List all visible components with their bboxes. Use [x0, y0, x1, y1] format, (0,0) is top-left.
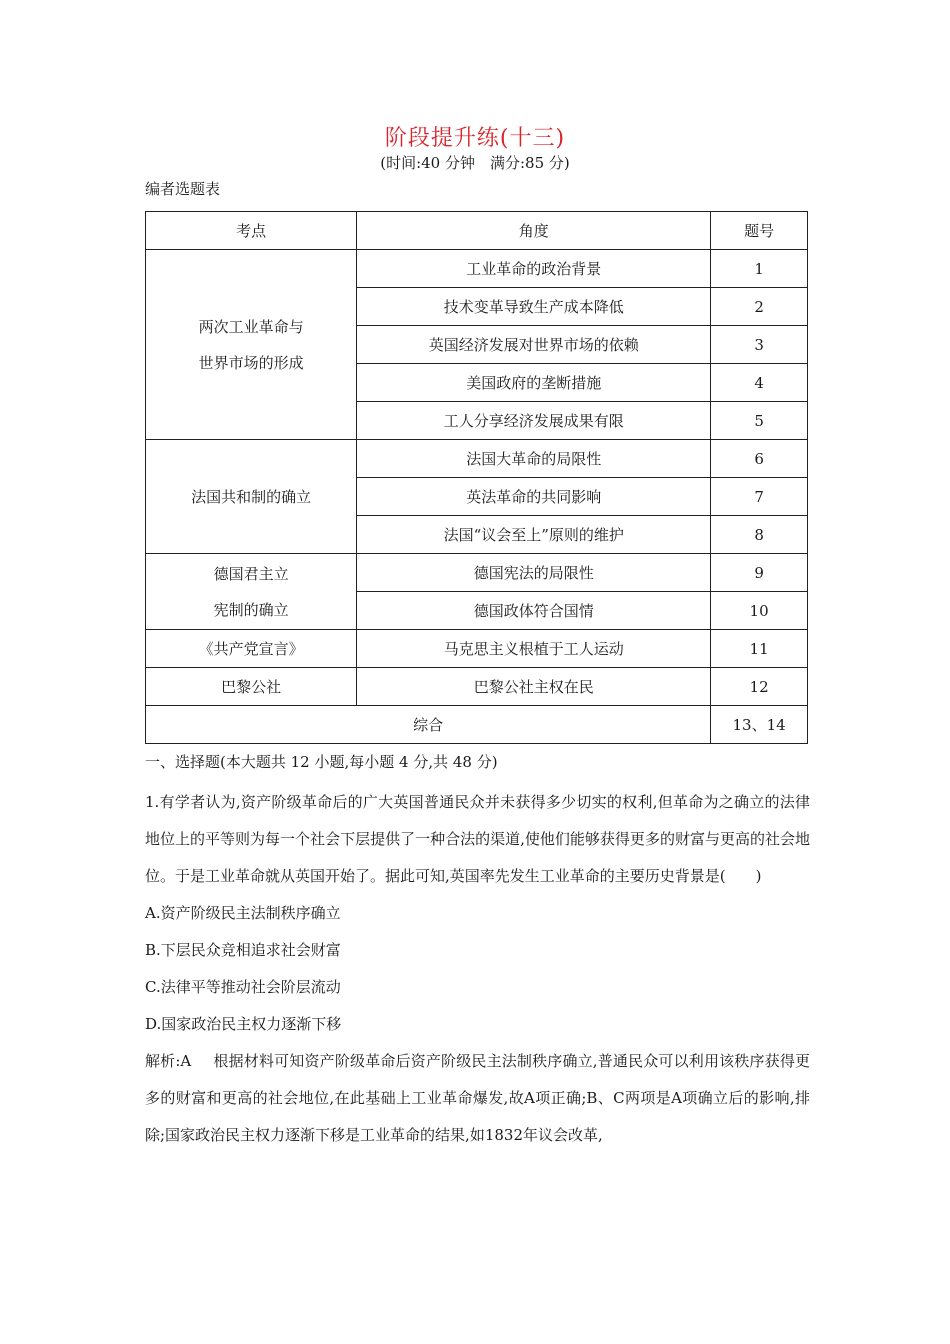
number-cell: 1 [711, 250, 808, 288]
option-a: A.资产阶级民主法制秩序确立 [145, 904, 341, 922]
header-number: 题号 [711, 212, 808, 250]
topic-text: 两次工业革命与 [198, 317, 304, 336]
topic-text: 宪制的确立 [213, 600, 289, 619]
angle-cell: 工人分享经济发展成果有限 [357, 402, 711, 440]
angle-cell: 技术变革导致生产成本降低 [357, 288, 711, 326]
topic-cell [146, 250, 357, 440]
question-stem: 1.有学者认为,资产阶级革命后的广大英国普通民众并未获得多少切实的权利,但革命为之确立的法律地位上的平等则为每一个社会下层提供了一种合法的渠道,使他们能够获得更多的财富与更高的社会地位。于是工业革命就从英国开始了。据此可知,英国率先发生工业革命的主要历史背景是( ) [145, 793, 810, 885]
analysis-text: 根据材料可知资产阶级革命后资产阶级民主法制秩序确立,普通民众可以利用该秩序获得更多的财富和更高的社会地位,在此基础上工业革命爆发,故A项正确;B、C两项是A项确立后的影响,排除;国家政治民主权力逐渐下移是工业革命的结果,如1832年议会改革, [145, 1052, 811, 1144]
header-angle: 角度 [357, 212, 711, 250]
number-cell: 8 [711, 516, 808, 554]
topic-text: 世界市场的形成 [198, 353, 304, 372]
angle-cell: 工业革命的政治背景 [357, 250, 711, 288]
summary-label: 综合 [146, 706, 711, 744]
number-cell: 11 [711, 630, 808, 668]
angle-cell: 德国政体符合国情 [357, 592, 711, 630]
number-cell: 9 [711, 554, 808, 592]
number-cell: 10 [711, 592, 808, 630]
table-header-row [146, 212, 808, 250]
header-topic: 考点 [146, 212, 357, 250]
number-cell: 2 [711, 288, 808, 326]
angle-cell: 法国大革命的局限性 [357, 440, 711, 478]
number-cell: 6 [711, 440, 808, 478]
number-cell: 7 [711, 478, 808, 516]
option-c: C.法律平等推动社会阶层流动 [145, 978, 341, 996]
table-row [146, 668, 808, 706]
angle-cell: 巴黎公社主权在民 [357, 668, 711, 706]
topic-cell: 巴黎公社 [146, 668, 357, 706]
number-cell: 3 [711, 326, 808, 364]
summary-number: 13、14 [711, 706, 808, 744]
angle-cell: 法国“议会至上”原则的维护 [357, 516, 711, 554]
table-row [146, 440, 808, 478]
question-section [145, 752, 810, 1154]
table-row [146, 250, 808, 288]
option-b: B.下层民众竞相追求社会财富 [145, 941, 341, 959]
option-d: D.国家政治民主权力逐渐下移 [145, 1015, 342, 1033]
table-row [146, 554, 808, 592]
section-heading: 一、选择题(本大题共 12 小题,每小题 4 分,共 48 分) [145, 753, 498, 771]
topic-cell [146, 554, 357, 630]
analysis [145, 1043, 810, 1154]
angle-cell: 英国经济发展对世界市场的依赖 [357, 326, 711, 364]
number-cell: 4 [711, 364, 808, 402]
angle-cell: 马克思主义根植于工人运动 [357, 630, 711, 668]
number-cell: 5 [711, 402, 808, 440]
table-caption: 编者选题表 [145, 180, 221, 198]
topic-cell: 《共产党宣言》 [146, 630, 357, 668]
number-cell: 12 [711, 668, 808, 706]
summary-row [146, 706, 808, 744]
analysis-label: 解析:A [145, 1052, 192, 1070]
page-title: 阶段提升练(十三) [384, 126, 566, 151]
table-row [146, 630, 808, 668]
exam-info: (时间:40 分钟 满分:85 分) [380, 154, 570, 172]
angle-cell: 德国宪法的局限性 [357, 554, 711, 592]
topic-selection-table [145, 211, 808, 744]
angle-cell: 美国政府的垄断措施 [357, 364, 711, 402]
angle-cell: 英法革命的共同影响 [357, 478, 711, 516]
topic-text: 德国君主立 [213, 564, 289, 583]
topic-cell: 法国共和制的确立 [146, 440, 357, 554]
